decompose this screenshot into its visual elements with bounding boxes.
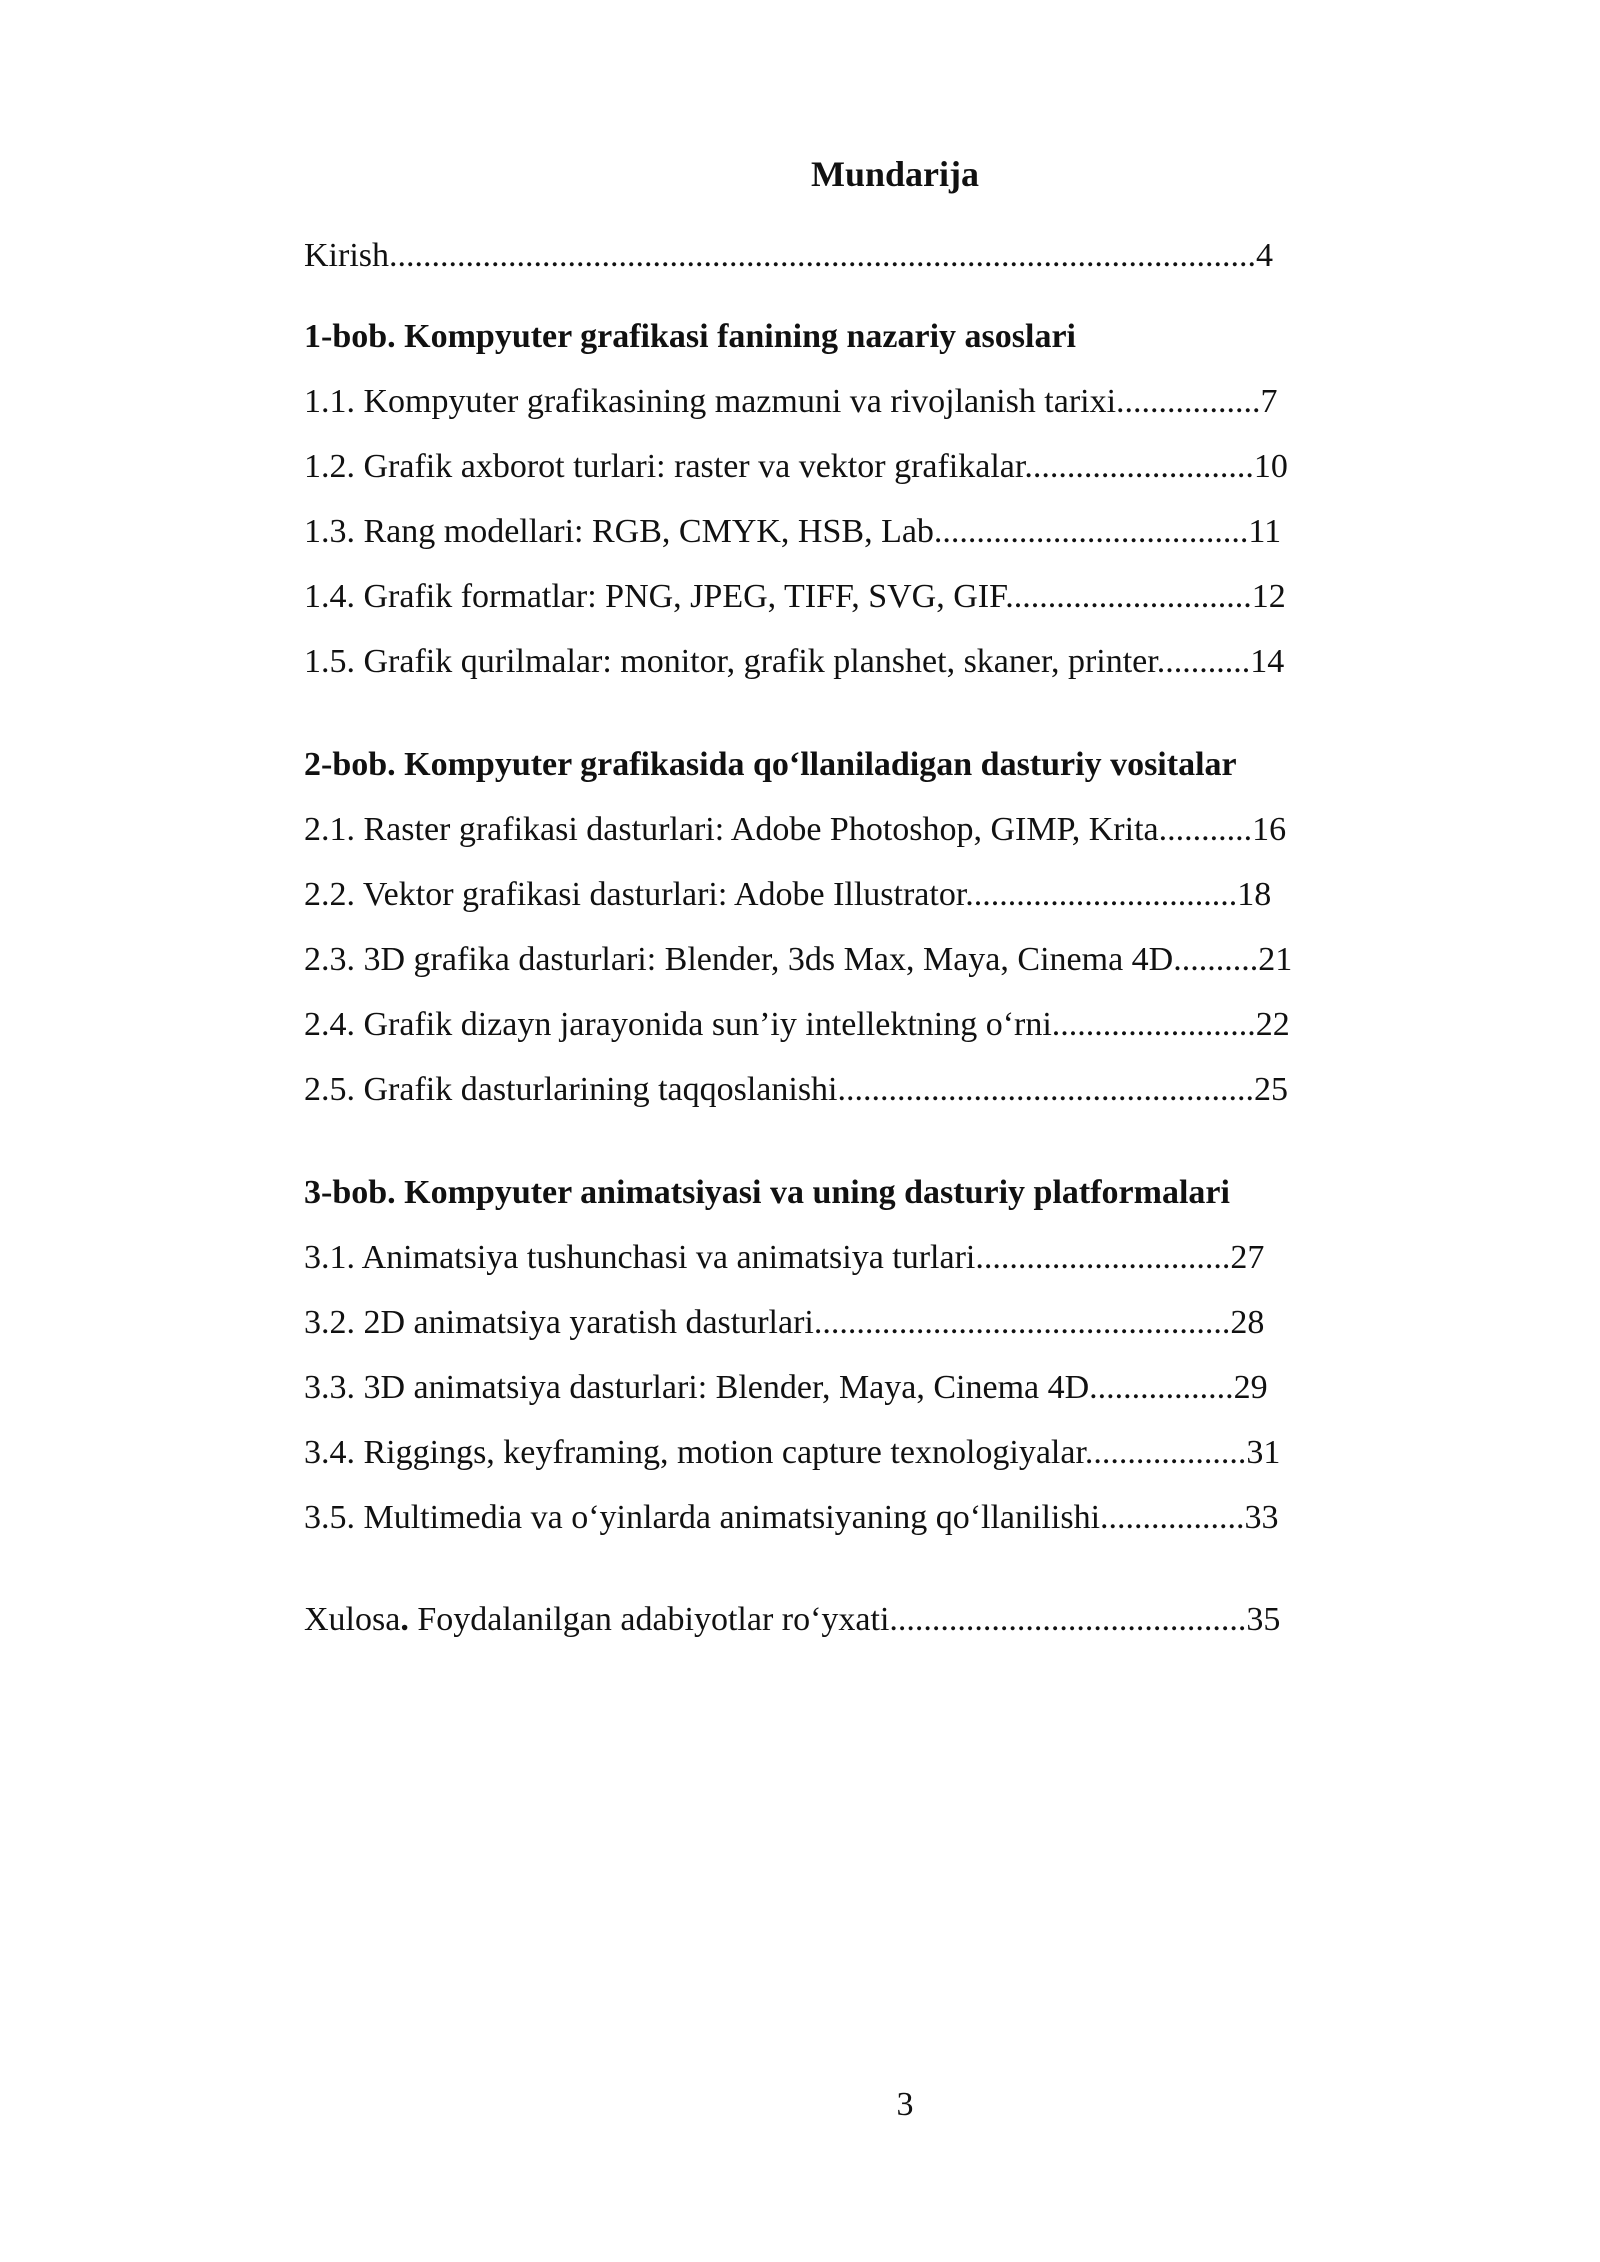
toc-entry: 1.5. Grafik qurilmalar: monitor, grafik planshet, skaner, printer...........14 — [304, 643, 1285, 680]
toc-entry: 1.2. Grafik axborot turlari: raster va vektor grafikalar...........................10 — [304, 448, 1288, 485]
conclusion-rest: Foydalanilgan adabiyotlar ro‘yxati..........................................35 — [408, 1601, 1281, 1638]
chapter-1-heading: 1-bob. Kompyuter grafikasi fanining nazariy asoslari — [304, 318, 1076, 355]
toc-entry: 1.4. Grafik formatlar: PNG, JPEG, TIFF, SVG, GIF.............................12 — [304, 578, 1286, 615]
toc-entry: 2.1. Raster grafikasi dasturlari: Adobe Photoshop, GIMP, Krita...........16 — [304, 811, 1287, 848]
page-number: 3 — [896, 2086, 914, 2123]
toc-title: Mundarija — [810, 154, 979, 194]
chapter-3-heading: 3-bob. Kompyuter animatsiyasi va uning dasturiy platformalari — [304, 1174, 1230, 1211]
conclusion-dot: . — [400, 1601, 409, 1638]
toc-entry: 2.2. Vektor grafikasi dasturlari: Adobe Illustrator................................18 — [304, 876, 1272, 913]
toc-entry: 3.2. 2D animatsiya yaratish dasturlari.................................................28 — [304, 1304, 1265, 1341]
toc-entry-conclusion — [304, 1597, 1280, 1643]
conclusion-label: Xulosa — [304, 1601, 401, 1638]
toc-entry: 1.1. Kompyuter grafikasining mazmuni va rivojlanish tarixi.................7 — [304, 383, 1278, 420]
toc-entry: 2.3. 3D grafika dasturlari: Blender, 3ds Max, Maya, Cinema 4D..........21 — [304, 941, 1293, 978]
toc-entry-intro: Kirish......................................................................................................4 — [304, 237, 1273, 274]
toc-entry: 3.1. Animatsiya tushunchasi va animatsiya turlari..............................27 — [304, 1239, 1265, 1276]
toc-entry: 3.3. 3D animatsiya dasturlari: Blender, Maya, Cinema 4D.................29 — [304, 1369, 1268, 1406]
toc-entry: 2.5. Grafik dasturlarining taqqoslanishi.................................................25 — [304, 1071, 1289, 1108]
chapter-2-heading: 2-bob. Kompyuter grafikasida qo‘llaniladigan dasturiy vositalar — [304, 746, 1237, 783]
toc-entry: 3.5. Multimedia va o‘yinlarda animatsiyaning qo‘llanilishi.................33 — [304, 1499, 1279, 1536]
toc-entry: 1.3. Rang modellari: RGB, CMYK, HSB, Lab.....................................11 — [304, 513, 1282, 550]
toc-entry: 2.4. Grafik dizayn jarayonida sun’iy intellektning o‘rni........................22 — [304, 1006, 1290, 1043]
toc-entry: 3.4. Riggings, keyframing, motion capture texnologiyalar...................31 — [304, 1434, 1281, 1471]
